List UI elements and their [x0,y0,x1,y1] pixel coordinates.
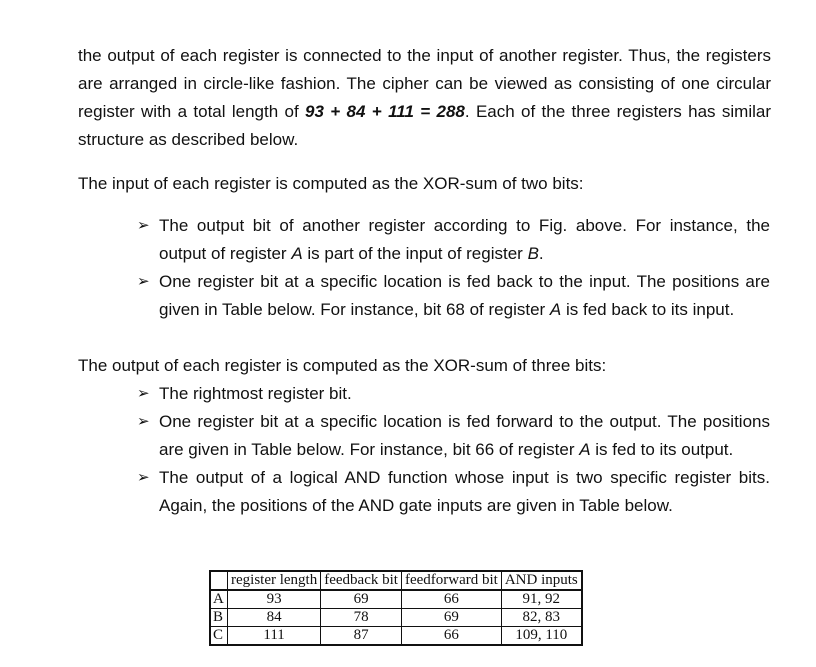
row-label: C [210,627,228,646]
arrow-bullet-icon: ➢ [137,413,150,430]
row-label: A [210,590,228,609]
arrow-bullet-icon: ➢ [137,217,150,234]
bullet-item [137,464,770,520]
table-row [210,627,582,646]
paragraph-input-intro: The input of each register is computed as the XOR-sum of two bits: [78,174,584,193]
bullet-item [137,212,770,268]
cell-feedback: 87 [321,627,402,646]
header-feedback-bit: feedback bit [321,571,402,590]
bullet-text: The rightmost register bit. [159,384,352,403]
bullet-text: The output of a logical AND function whose input is two specific register bits. Again, the positions of the AND gate inputs are given in Table below. [159,468,770,515]
input-bullet-list [137,212,770,324]
table-corner-cell [210,571,228,590]
paragraph-text: . Each of the three registers has similar structure as described below. [78,102,771,149]
cell-length: 84 [228,609,321,627]
bullet-item [137,268,770,324]
table-row [210,590,582,609]
arrow-bullet-icon: ➢ [137,385,150,402]
cell-and-inputs: 82, 83 [501,609,581,627]
row-label: B [210,609,228,627]
cell-feedback: 69 [321,590,402,609]
table-header-row [210,571,582,590]
bullet-item [137,408,770,464]
bullet-text: One register bit at a specific location is fed forward to the output. The positions are given in Table below. For instance, bit 66 of register [159,412,770,459]
cell-feedback: 78 [321,609,402,627]
bullet-text: is part of the input of register [302,244,528,263]
bullet-text: One register bit at a specific location is fed back to the input. The positions are given in Table below. For instance, bit 68 of register [159,272,770,319]
register-name: A [579,440,591,459]
bullet-text: The output bit of another register according to Fig. above. For instance, the output of register [159,216,770,263]
paragraph-text: the output of each register is connected to the input of another register. Thus, the registers are arranged in circle-like fashion. The cipher can be viewed as consisting of one circular register with a total length of [78,46,771,121]
header-register-length: register length [228,571,321,590]
cell-length: 93 [228,590,321,609]
bullet-text: is fed to its output. [590,440,734,459]
cell-and-inputs: 91, 92 [501,590,581,609]
paragraph-cipher-structure [78,42,771,154]
output-bullet-list [137,380,770,520]
header-and-inputs: AND inputs [501,571,581,590]
bullet-text: . [538,244,544,263]
bullet-item [137,380,770,408]
cell-and-inputs: 109, 110 [501,627,581,646]
bullet-text: is fed back to its input. [561,300,735,319]
cell-feedforward: 66 [401,627,501,646]
register-name: A [291,244,303,263]
register-name: A [549,300,562,319]
arrow-bullet-icon: ➢ [137,469,150,486]
cell-length: 111 [228,627,321,646]
register-table [209,570,583,646]
arrow-bullet-icon: ➢ [137,273,150,290]
header-feedforward-bit: feedforward bit [401,571,501,590]
paragraph-output-intro: The output of each register is computed as the XOR-sum of three bits: [78,356,607,375]
table-row [210,609,582,627]
length-equation: 93 + 84 + 111 = 288 [305,102,465,121]
cell-feedforward: 66 [401,590,501,609]
register-name: B [527,244,539,263]
cell-feedforward: 69 [401,609,501,627]
